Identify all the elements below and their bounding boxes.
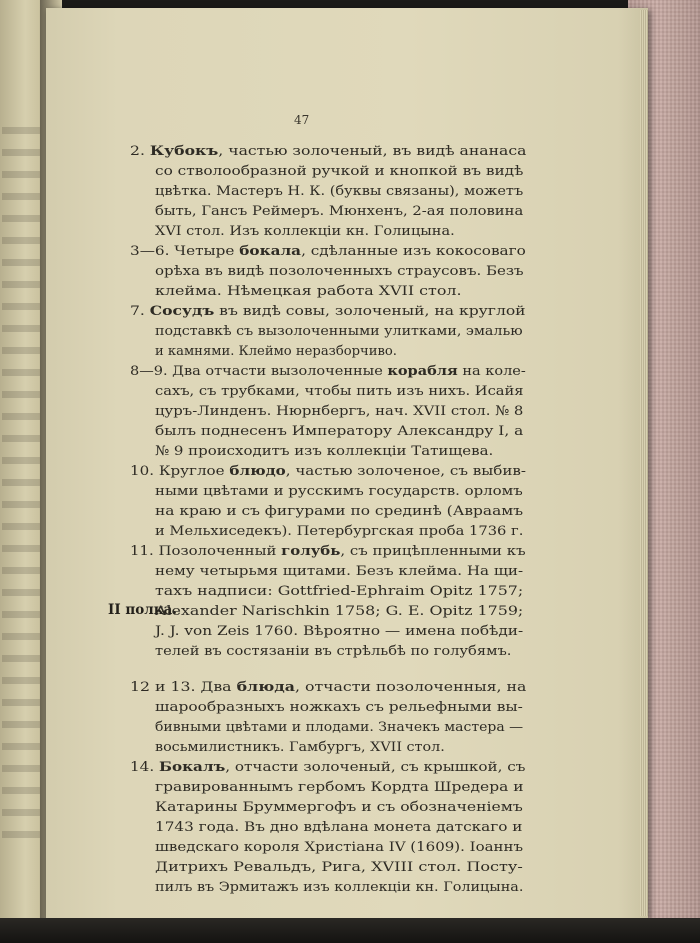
text-line: и камнями. Клеймо неразборчиво. bbox=[155, 344, 397, 359]
text-line: 11. Позолоченный голубь, съ прицѣпленными къ bbox=[130, 544, 526, 559]
text-line: шведскаго короля Христіана IV (1609). Іоаннъ bbox=[155, 840, 524, 855]
text-line: шарообразныхъ ножкахъ съ рельефными вы- bbox=[155, 700, 523, 715]
text-line: 14. Бокалъ, отчасти золоченый, съ крышкой, съ bbox=[130, 760, 526, 775]
text-line: былъ поднесенъ Императору Александру I, а bbox=[155, 424, 524, 439]
text-line: и Мельхиседекъ). Петербургская проба 1736 г. bbox=[155, 524, 524, 539]
facing-page-text-fragment bbox=[2, 118, 40, 838]
text-line: Дитрихъ Ревальдъ, Рига, XVIII стол. Посту- bbox=[155, 860, 523, 875]
text-line: нему четырьмя щитами. Безъ клейма. На щи- bbox=[155, 564, 524, 579]
text-line: Катарины Бруммергофъ и съ обозначеніемъ bbox=[155, 800, 523, 815]
text-line: телей въ состязаніи въ стрѣльбѣ по голубямъ. bbox=[155, 644, 512, 659]
text-line: гравированнымъ гербомъ Кордта Шредера и bbox=[155, 780, 524, 795]
text-line: 12 и 13. Два блюда, отчасти позолоченныя, на bbox=[130, 680, 527, 695]
page-number: 47 bbox=[294, 113, 310, 127]
text-line: J. J. von Zeis 1760. Вѣроятно — имена побѣди- bbox=[155, 624, 524, 639]
page-stack-edge bbox=[640, 10, 648, 916]
text-line: бивными цвѣтами и плодами. Значекъ мастера — bbox=[155, 720, 524, 735]
text-line: сахъ, съ трубками, чтобы пить изъ нихъ. Исайя bbox=[155, 384, 524, 399]
text-line: ными цвѣтами и русскимъ государств. орломъ bbox=[155, 484, 523, 499]
text-line: пилъ въ Эрмитажъ изъ коллекціи кн. Голицына. bbox=[155, 880, 524, 895]
text-line: 3—6. Четыре бокала, сдѣланные изъ кокосоваго bbox=[130, 244, 526, 259]
text-line: 2. Кубокъ, частью золоченый, въ видѣ ананаса bbox=[130, 144, 527, 159]
text-line: 8—9. Два отчасти вызолоченные корабля на коле- bbox=[130, 364, 526, 379]
bottom-shadow bbox=[0, 918, 700, 943]
text-line: № 9 происходитъ изъ коллекціи Татищева. bbox=[155, 444, 494, 459]
text-line: XVI стол. Изъ коллекціи кн. Голицына. bbox=[155, 224, 455, 239]
text-line: на краю и съ фигурами по срединѣ (Авраамъ bbox=[155, 504, 524, 519]
text-line: орѣха въ видѣ позолоченныхъ страусовъ. Безъ bbox=[155, 264, 524, 279]
text-line: 1743 года. Въ дно вдѣлана монета датскаго и bbox=[155, 820, 523, 835]
text-line: восьмилистникъ. Гамбургъ, XVII стол. bbox=[155, 740, 445, 755]
text-line: цвѣтка. Мастеръ Н. К. (буквы связаны), можетъ bbox=[155, 184, 524, 199]
text-line: подставкѣ съ вызолоченными улитками, эмалью bbox=[155, 324, 523, 339]
text-line: клейма. Нѣмецкая работа XVII стол. bbox=[155, 284, 462, 299]
text-line: цуръ-Линденъ. Нюрнбергъ, нач. XVII стол. № 8 bbox=[155, 404, 524, 419]
text-line: 7. Сосудъ въ видѣ совы, золоченый, на круглой bbox=[130, 304, 526, 319]
text-line: со стволообразной ручкой и кнопкой въ видѣ bbox=[155, 164, 524, 179]
text-line: быть, Гансъ Реймеръ. Мюнхенъ, 2-ая половина bbox=[155, 204, 524, 219]
section-heading: II полка. bbox=[108, 602, 177, 618]
text-line: тахъ надписи: Gottfried-Ephraim Opitz 1757; bbox=[155, 584, 524, 599]
text-line: Alexander Narischkin 1758; G. E. Opitz 1759; bbox=[155, 604, 524, 619]
text-line: 10. Круглое блюдо, частью золоченое, съ выбив- bbox=[130, 464, 527, 479]
